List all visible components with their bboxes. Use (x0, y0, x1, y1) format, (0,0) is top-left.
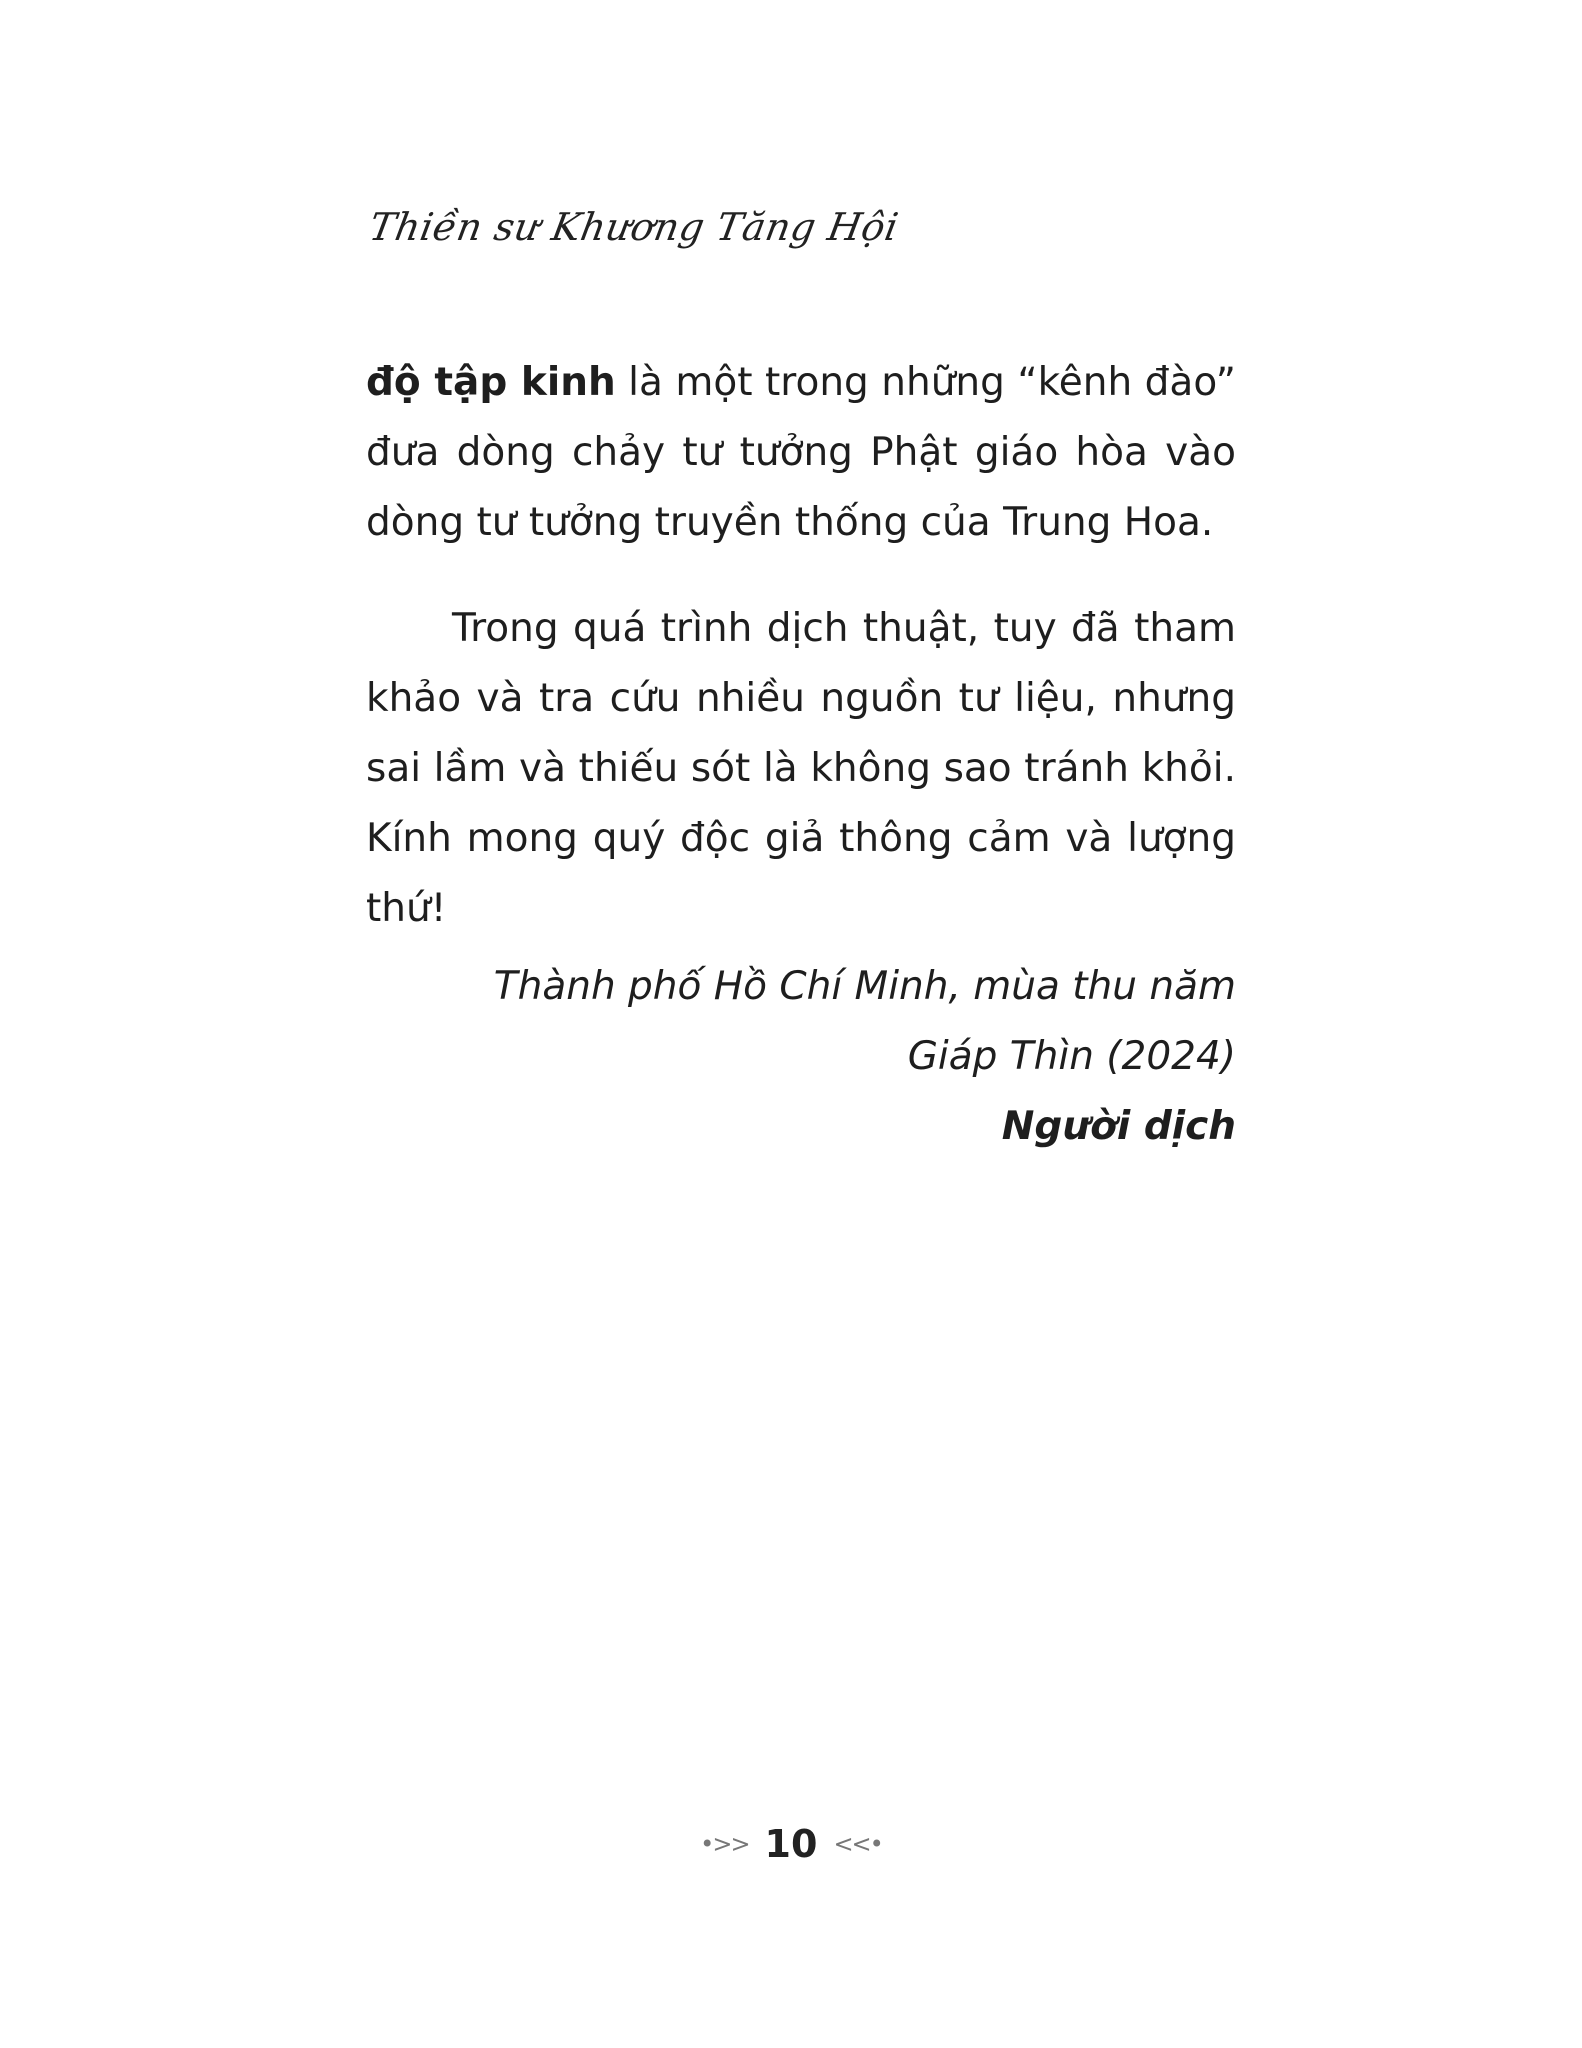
page-number: 10 (764, 1822, 818, 1866)
paragraph-1-text: là một trong những “kênh đào” đưa dòng chảy tư tưởng Phật giáo hòa vào dòng tư tưởng truyền thống của Trung Hoa. (366, 360, 1236, 545)
signature-place-date-line-1: Thành phố Hồ Chí Minh, mùa thu năm (493, 964, 1236, 1009)
bold-term: độ tập kinh (366, 360, 616, 405)
signature-place-date-line-2: Giáp Thìn (2024) (907, 1034, 1236, 1079)
signature-translator: Người dịch (1001, 1104, 1236, 1149)
left-chevrons-ornament-icon: •>> (700, 1830, 749, 1858)
running-header-title: Thiền sư Khương Tăng Hội (366, 205, 902, 249)
paragraph-1 (366, 348, 1236, 558)
page-footer (0, 1822, 1582, 1866)
paragraph-2: Trong quá trình dịch thuật, tuy đã tham khảo và tra cứu nhiều nguồn tư liệu, nhưng sai lầm và thiếu sót là không sao tránh khỏi. Kính mong quý độc giả thông cảm và lượng thứ! (366, 606, 1236, 931)
signature-block (494, 952, 1236, 1162)
body-text (366, 348, 1236, 944)
right-chevrons-ornament-icon: <<• (833, 1830, 882, 1858)
